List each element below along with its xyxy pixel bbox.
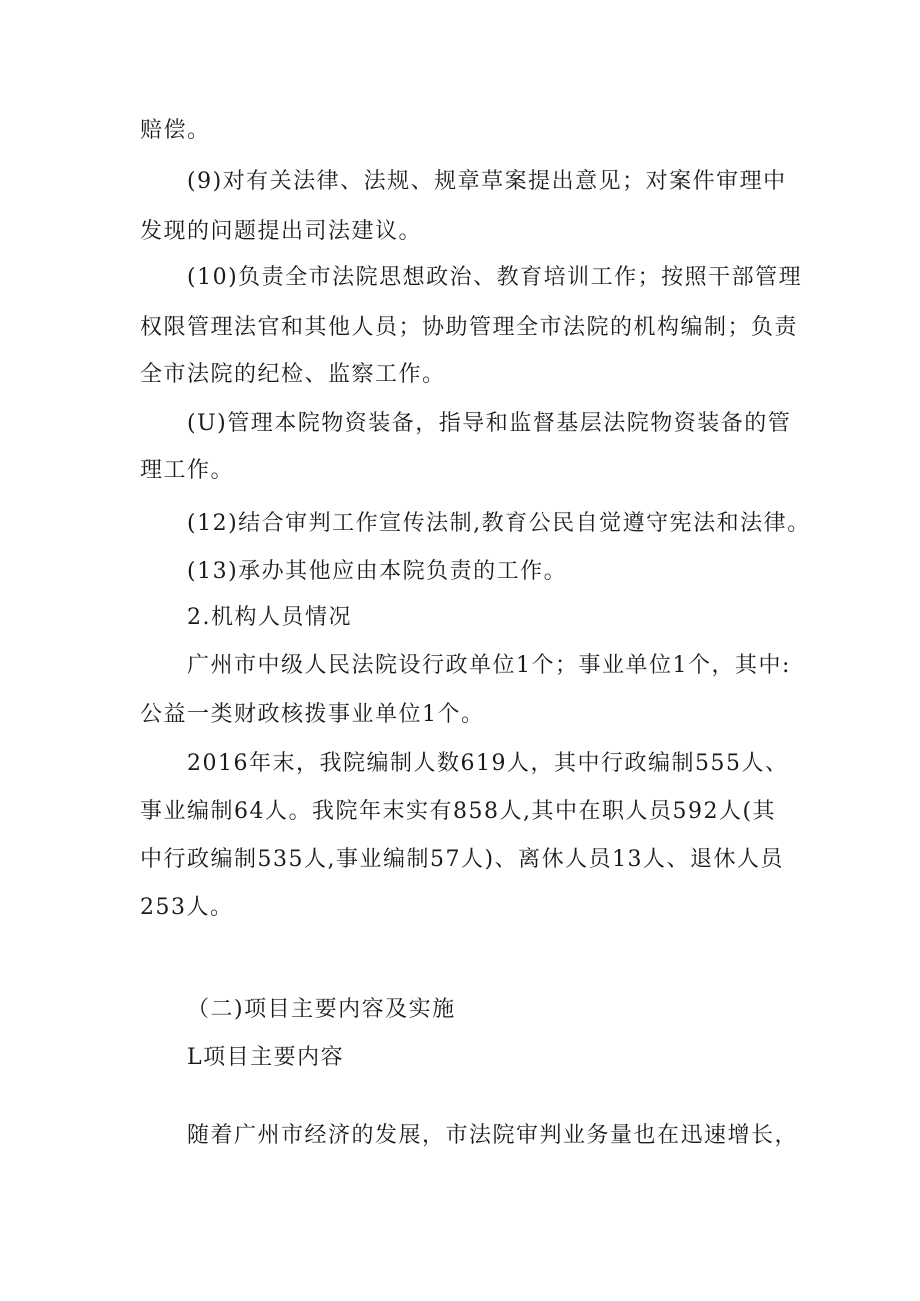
- text-line-6: 全市法院的纪检、监察工作。: [140, 362, 446, 387]
- text-line-2: (9)对有关法律、法规、规章草案提出意见；对案件审理中: [187, 169, 787, 194]
- text-line-5: 权限管理法官和其他人员；协助管理全市法院的机构编制；负责: [140, 315, 799, 340]
- text-line-1: 赔偿。: [140, 118, 211, 143]
- text-line-4: (10)负责全市法院思想政治、教育培训工作；按照干部管理: [187, 265, 803, 290]
- text-line-8: 理工作。: [140, 458, 235, 483]
- text-line-10: (13)承办其他应由本院负责的工作。: [187, 559, 568, 584]
- text-line-16: 中行政编制535人,事业编制57人)、离休人员13人、退休人员: [140, 847, 785, 872]
- subsection-heading-content: L项目主要内容: [187, 1045, 345, 1070]
- section-heading-staffing: 2.机构人员情况: [187, 605, 352, 630]
- text-line-12: 广州市中级人民法院设行政单位1个；事业单位1个，其中:: [187, 653, 791, 678]
- text-line-20: 随着广州市经济的发展，市法院审判业务量也在迅速增长，: [187, 1123, 799, 1148]
- text-line-14: 2016年末，我院编制人数619人，其中行政编制555人、: [187, 751, 789, 776]
- text-line-3: 发现的问题提出司法建议。: [140, 219, 423, 244]
- text-line-7: (U)管理本院物资装备，指导和监督基层法院物资装备的管: [187, 411, 792, 436]
- section-heading-project: （二)项目主要内容及实施: [187, 997, 456, 1022]
- text-line-13: 公益一类财政核拨事业单位1个。: [140, 702, 485, 727]
- text-line-15: 事业编制64人。我院年末实有858人,其中在职人员592人(其: [140, 799, 777, 824]
- text-line-17: 253人。: [140, 895, 234, 920]
- text-line-9: (12)结合审判工作宣传法制,教育公民自觉遵守宪法和法律。: [187, 511, 811, 536]
